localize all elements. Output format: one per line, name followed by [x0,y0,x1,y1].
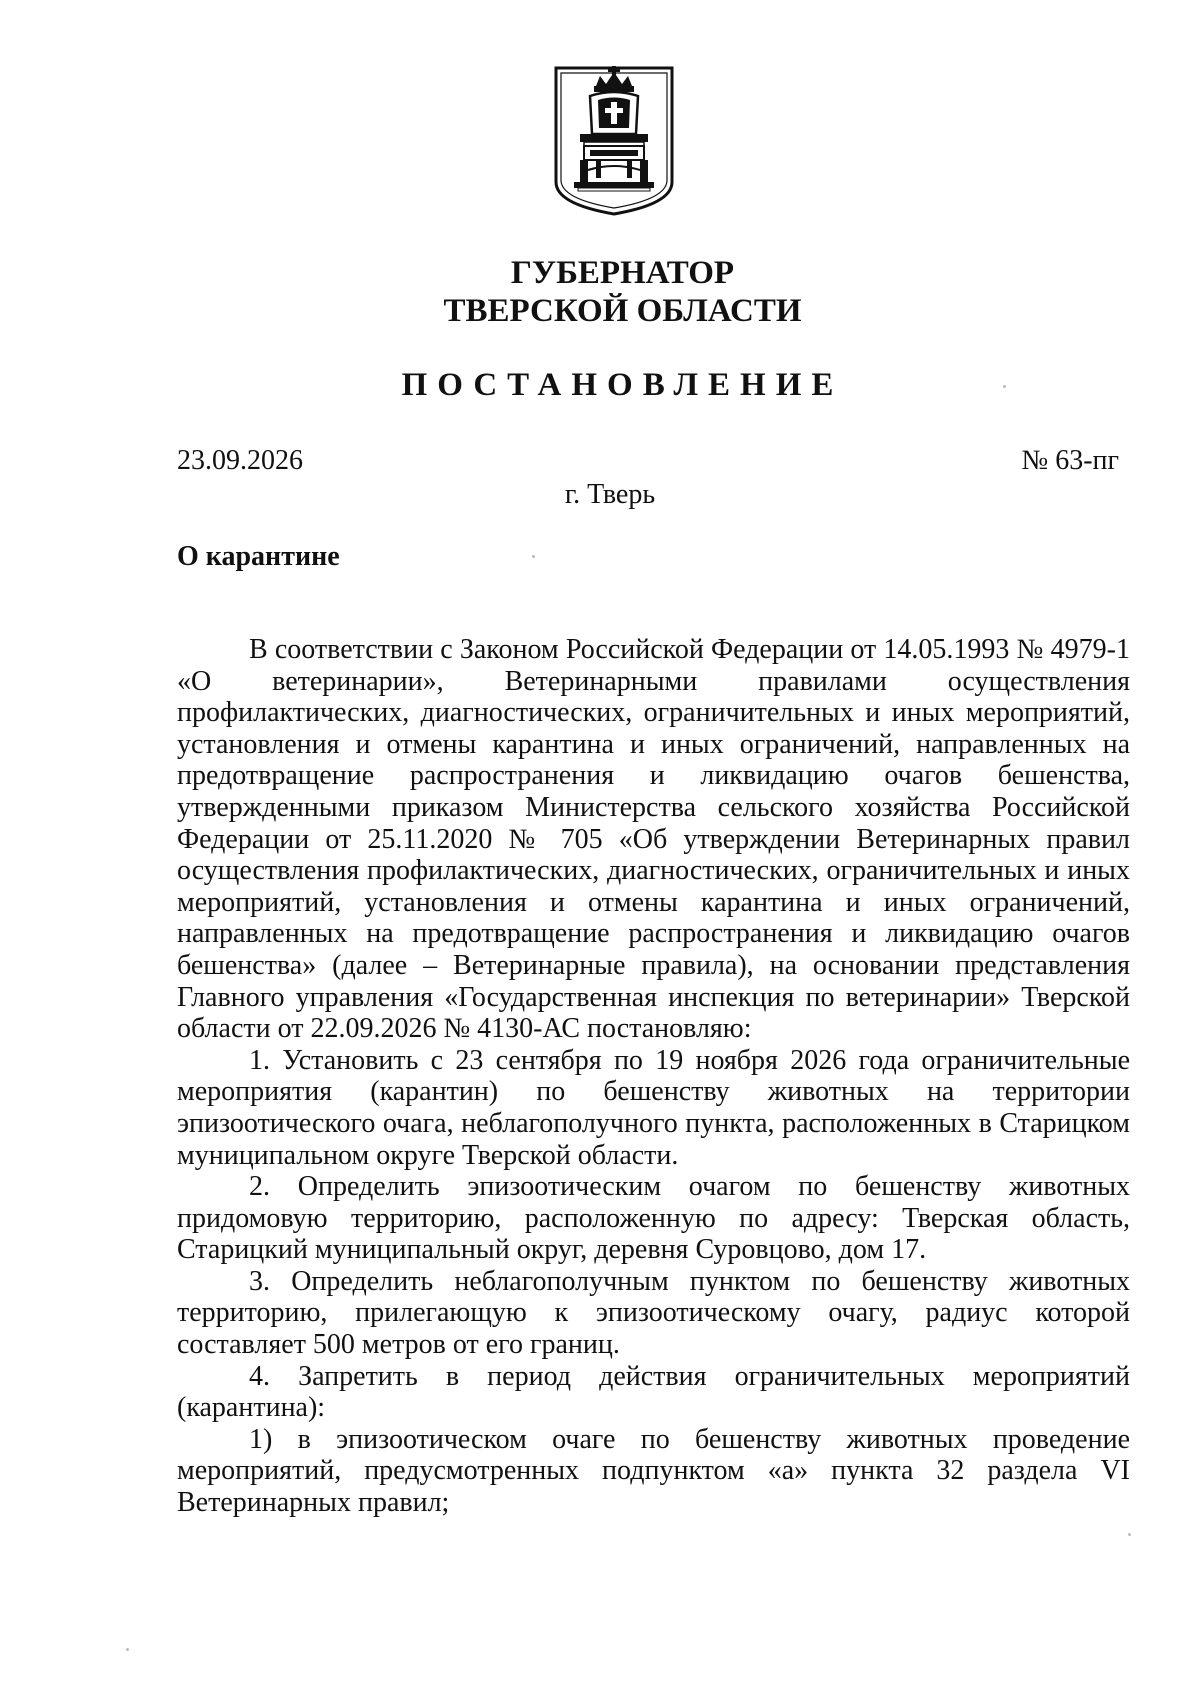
issuer-title: ГУБЕРНАТОР [510,255,735,291]
document-date: 23.09.2026 [177,445,303,476]
scan-speck [1128,1533,1131,1536]
document-subject: О карантине [177,541,340,572]
clause-paragraph: 1. Установить с 23 сентября по 19 ноября 2026 года ограничительные мероприятия (карантин) по бешенству животных на территории эпизоотического очага, неблагополучного пункта, расположенных в Старицком муниципальном округе Тверской области. [177,1044,1130,1171]
document-city: г. Тверь [564,479,656,510]
preamble-paragraph: В соответствии с Законом Российской Федерации от 14.05.1993 № 4979-1 «О ветеринарии», Ветеринарными правилами осуществления профилактических, диагностических, ограничительных и иных мероприятий, установления и отмены карантина и иных ограничений, направленных на предотвращение распространения и ликвидацию очагов бешенства, утвержденными приказом Министерства сельского хозяйства Российской Федерации от 25.11.2020 № 705 «Об утверждении Ветеринарных правил осуществления профилактических, диагностических, ограничительных и иных мероприятий, установления и отмены карантина и иных ограничений, направленных на предотвращение распространения и ликвидацию очагов бешенства» (далее – Ветеринарные правила), на основании представления Главного управления «Государственная инспекция по ветеринарии» Тверской области от 22.09.2026 № 4130-АС постановляю: [177,634,1130,1045]
document-number: № 63-пг [1021,445,1119,476]
document-body [177,634,1130,1519]
subclause-paragraph: 1) в эпизоотическом очаге по бешенству животных проведение мероприятий, предусмотренных подпунктом «а» пункта 32 раздела VI Ветеринарных правил; [177,1423,1130,1519]
scan-speck [532,555,535,558]
document-type: ПОСТАНОВЛЕНИЕ [401,367,844,403]
issuer-region: ТВЕРСКОЙ ОБЛАСТИ [443,293,802,329]
scan-speck [126,1648,129,1651]
clause-paragraph: 4. Запретить в период действия ограничительных мероприятий (карантина): [177,1360,1130,1424]
scan-speck [1003,385,1006,388]
coat-of-arms-icon [550,64,678,220]
clause-paragraph: 2. Определить эпизоотическим очагом по бешенству животных придомовую территорию, расположенную по адресу: Тверская область, Старицкий муниципальный округ, деревня Суровцово, дом 17. [177,1171,1130,1266]
clause-paragraph: 3. Определить неблагополучным пунктом по бешенству животных территорию, прилегающую к эпизоотическому очагу, радиус которой составляет 500 метров от его границ. [177,1265,1130,1361]
